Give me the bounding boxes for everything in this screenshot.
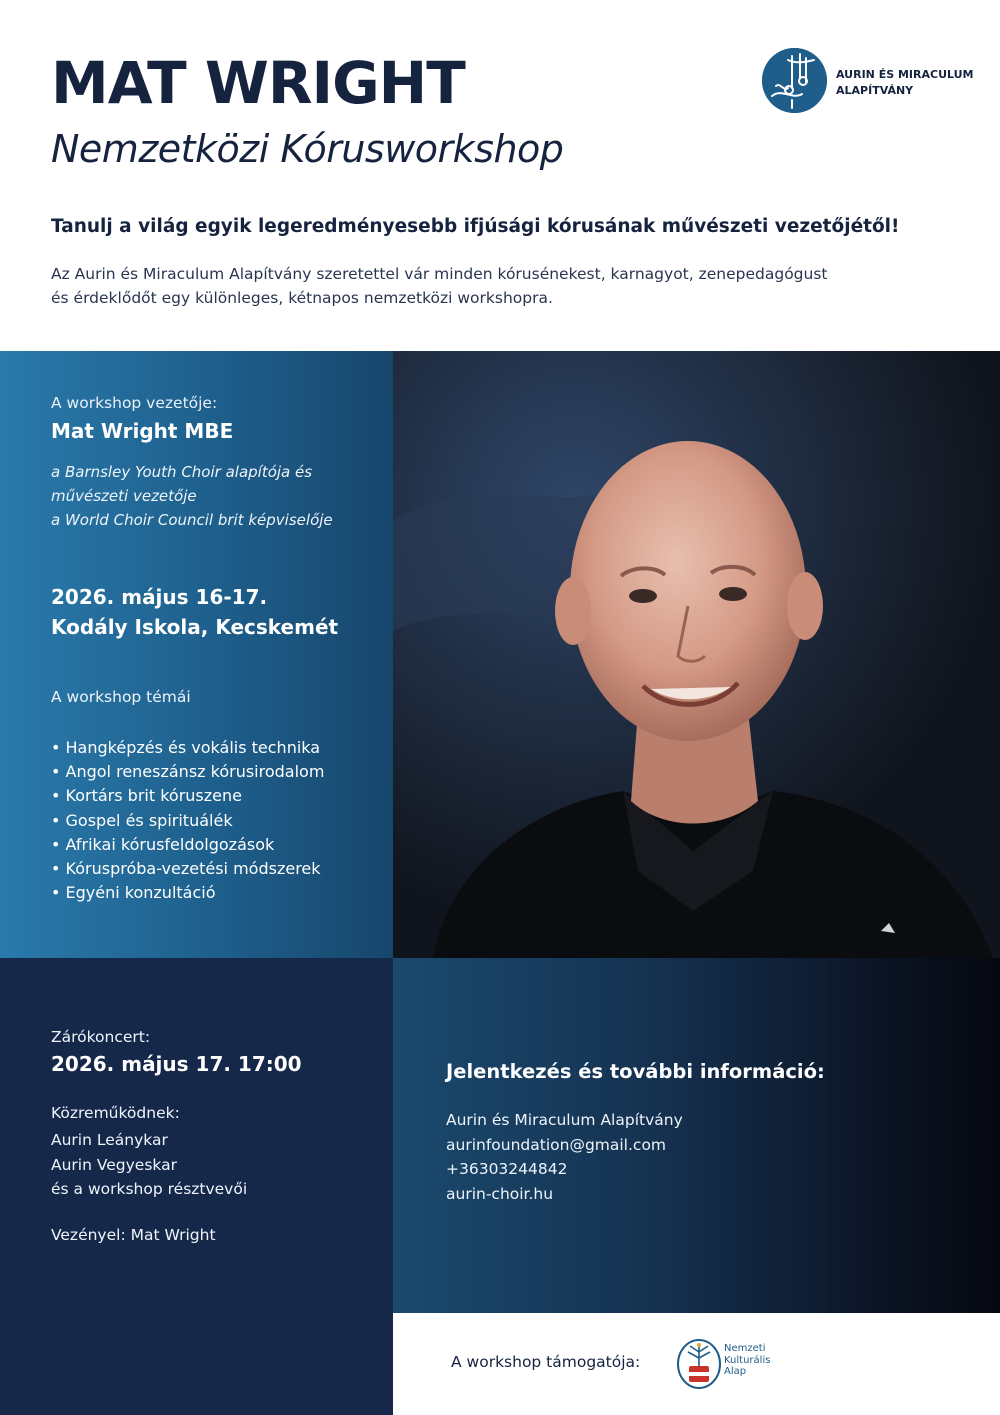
logo-wordmark [836, 67, 974, 99]
intro-line: és érdeklődőt egy különleges, kétnapos nemzetközi workshopra. [51, 289, 553, 307]
topics-label: A workshop témái [51, 688, 191, 706]
header [0, 0, 1000, 351]
lead-label: A workshop vezetője: [51, 394, 218, 412]
contact-title: Jelentkezés és további információ: [446, 1060, 825, 1083]
logo-line: ALAPÍTVÁNY [836, 84, 914, 97]
sponsor-label: A workshop támogatója: [451, 1353, 641, 1371]
sponsor-name-line: Alap [724, 1366, 747, 1377]
lead-description [51, 460, 371, 532]
sponsor-name-line: Kulturális [724, 1354, 771, 1366]
nemzeti-kulturalis-alap-logo-icon [676, 1338, 722, 1390]
event-date-venue [51, 582, 338, 642]
list-item: • Egyéni konzultáció [51, 883, 216, 903]
list-item: • Afrikai kórusfeldolgozások [51, 834, 275, 854]
topics-list [51, 736, 324, 905]
event-venue: Kodály Iskola, Kecskemét [51, 615, 339, 639]
sponsor-name-line: Nemzeti [724, 1343, 766, 1354]
performers-list [51, 1128, 247, 1202]
concert-date: 2026. május 17. 17:00 [51, 1052, 302, 1076]
page-subtitle: Nemzetközi Kórusworkshop [51, 127, 564, 171]
tagline: Tanulj a világ egyik legeredményesebb ifjúsági kórusának művészeti vezetőjétől! [51, 216, 900, 237]
conductor: Vezényel: Mat Wright [51, 1226, 216, 1244]
portrait-illustration [393, 351, 1000, 958]
portrait-photo [393, 351, 1000, 958]
list-item: • Kortárs brit kóruszene [51, 786, 242, 806]
list-item: • Gospel és spirituálék [51, 810, 233, 830]
lead-description-line: a World Choir Council brit képviselője [51, 511, 333, 529]
performers-label: Közreműködnek: [51, 1104, 180, 1122]
logo-line: AURIN ÉS MIRACULUM [836, 68, 974, 81]
list-item: • Angol reneszánsz kórusirodalom [51, 762, 325, 782]
contact-phone-link[interactable]: +36303244842 [446, 1160, 568, 1178]
concert-label: Zárókoncert: [51, 1028, 151, 1046]
contact-organization: Aurin és Miraculum Alapítvány [446, 1111, 683, 1129]
aurin-foundation-logo-icon [762, 48, 827, 113]
list-item: és a workshop résztvevői [51, 1180, 248, 1198]
lead-description-line: művészeti vezetője [51, 487, 197, 505]
lead-description-line: a Barnsley Youth Choir alapítója és [51, 463, 313, 481]
intro-text [51, 262, 931, 310]
contact-email-link[interactable]: aurinfoundation@gmail.com [446, 1135, 667, 1154]
list-item: • Hangképzés és vokális technika [51, 738, 321, 757]
lead-name: Mat Wright MBE [51, 419, 234, 443]
list-item: • Kóruspróba-vezetési módszerek [51, 859, 321, 879]
event-date: 2026. május 16-17. [51, 585, 268, 609]
page-title: MAT WRIGHT [51, 49, 465, 117]
contact-list [446, 1108, 683, 1206]
contact-website-link[interactable]: aurin-choir.hu [446, 1184, 554, 1203]
intro-line: Az Aurin és Miraculum Alapítvány szeretettel vár minden kórusénekest, karnagyot, zenepedagógust [51, 265, 828, 283]
list-item: Aurin Vegyeskar [51, 1155, 177, 1174]
list-item: Aurin Leánykar [51, 1131, 168, 1149]
sponsor-name [724, 1343, 770, 1378]
